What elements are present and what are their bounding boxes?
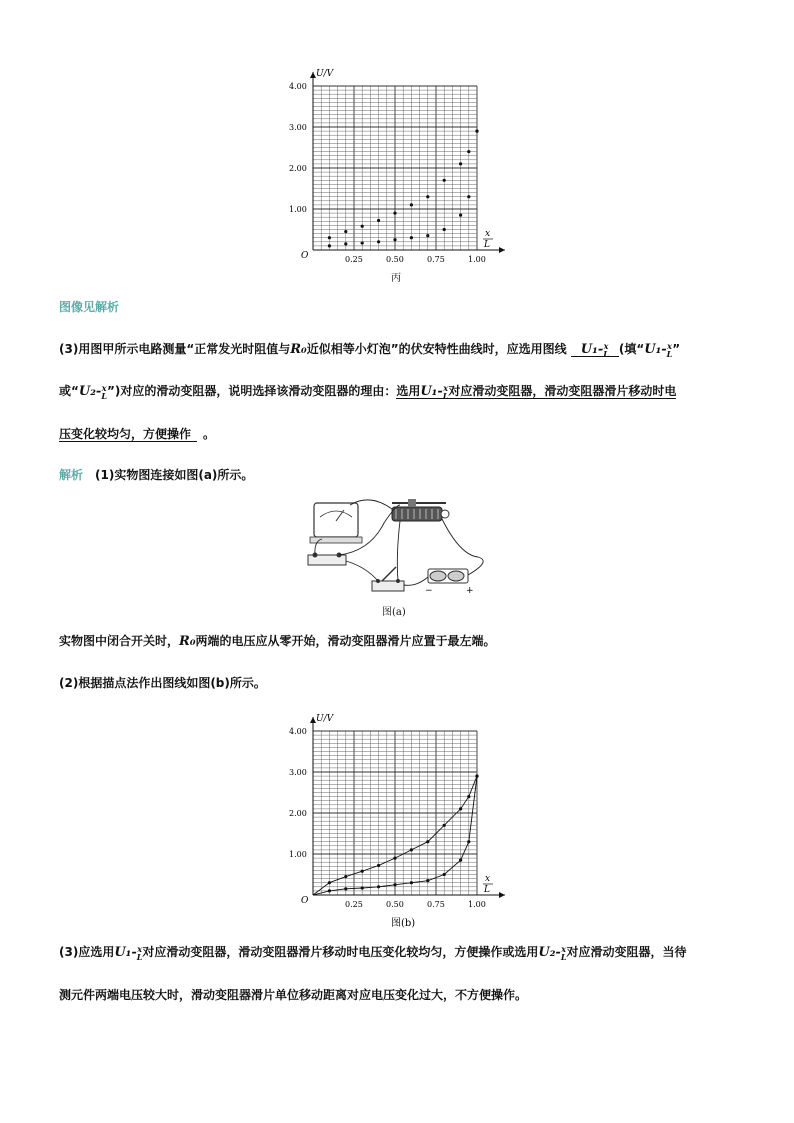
data-point-U2 <box>361 886 364 889</box>
rheostat-icon <box>392 499 449 521</box>
data-point-U2 <box>459 859 462 862</box>
x-axis-arrow <box>499 892 505 898</box>
data-point-U1 <box>344 875 347 878</box>
x-tick-label: 0.75 <box>427 255 445 264</box>
analysis-label: 解析 <box>59 468 84 482</box>
x-tick-label: 0.50 <box>386 900 404 909</box>
data-point-U2 <box>393 883 396 886</box>
frac-den: L <box>136 951 143 962</box>
reason-a: 选用 <box>396 384 421 398</box>
data-point-U1 <box>410 203 413 206</box>
x-axis-label-num: x <box>485 229 491 239</box>
data-point-U1 <box>344 230 347 233</box>
data-point-U2 <box>467 195 470 198</box>
reason-blank <box>396 384 676 399</box>
data-point-U1 <box>328 236 331 239</box>
q3-line1 <box>59 341 680 358</box>
graph-caption: 丙 <box>391 273 401 284</box>
analysis-p4 <box>59 944 686 961</box>
close-quote: ” <box>672 342 681 356</box>
end-mark: 。 <box>203 427 216 441</box>
data-point-U1 <box>393 857 396 860</box>
data-point-U1 <box>410 848 413 851</box>
svg-text:−: − <box>425 586 433 596</box>
analysis-p2 <box>59 633 496 650</box>
analysis-p3: (2)根据描点法作出图线如图(b)所示。 <box>59 676 266 690</box>
data-point-U2 <box>475 130 478 133</box>
q3-line3 <box>59 426 215 442</box>
data-point-U1 <box>426 840 429 843</box>
x-tick-label: 1.00 <box>468 255 486 264</box>
origin-label: O <box>301 896 309 906</box>
data-point-U2 <box>377 240 380 243</box>
data-point-U2 <box>410 881 413 884</box>
x-axis-label-num: x <box>485 874 491 884</box>
frac-den: L <box>442 390 449 401</box>
data-point-U2 <box>328 889 331 892</box>
frac-num: x <box>443 382 448 393</box>
graph-bing <box>280 55 520 290</box>
graph-note: 图像见解析 <box>59 300 120 314</box>
graph-b <box>280 700 520 935</box>
data-point-U1 <box>377 219 380 222</box>
graph-caption: 图(b) <box>391 918 416 929</box>
q3-line2 <box>59 383 676 400</box>
p4-b: 对应滑动变阻器，滑动变阻器滑片移动时电压变化较均匀，方便操作或选用 <box>142 945 539 959</box>
voltmeter-icon <box>314 503 358 537</box>
p2-a: 实物图中闭合开关时， <box>59 634 180 648</box>
or-quote: 或“ <box>59 384 79 398</box>
p4-u2: U₂- <box>538 945 561 960</box>
x-axis-label-den: L <box>484 885 490 895</box>
p2-r0: R₀ <box>179 634 196 649</box>
data-point-U2 <box>377 885 380 888</box>
frac-num: x <box>667 340 672 351</box>
data-point-U2 <box>393 238 396 241</box>
y-tick-label: 4.00 <box>289 82 307 91</box>
data-point-U2 <box>467 840 470 843</box>
frac-num: x <box>101 382 107 393</box>
y-tick-label: 1.00 <box>289 205 307 214</box>
frac-num: x <box>603 340 609 351</box>
x-tick-label: 0.50 <box>386 255 404 264</box>
q3-line2-mid: ”)对应的滑动变阻器，说明选择该滑动变阻器的理由： <box>106 384 397 398</box>
x-tick-label: 0.25 <box>345 255 363 264</box>
y-tick-label: 1.00 <box>289 850 307 859</box>
y-tick-label: 2.00 <box>289 809 307 818</box>
data-point-U1 <box>393 212 396 215</box>
battery-icon <box>425 569 474 596</box>
data-point-U1 <box>459 807 462 810</box>
y-axis-label: U/V <box>316 714 334 724</box>
data-point-U1 <box>467 795 470 798</box>
frac-den: L <box>603 348 609 359</box>
data-point-U1 <box>467 150 470 153</box>
y-tick-label: 4.00 <box>289 727 307 736</box>
data-point-U1 <box>361 225 364 228</box>
origin-label: O <box>301 251 309 261</box>
p4-c: 对应滑动变阻器，当待 <box>566 945 687 959</box>
data-point-U1 <box>426 195 429 198</box>
frac-num: x <box>137 943 142 954</box>
frac-num: x <box>561 943 567 954</box>
svg-text:+: + <box>466 586 474 596</box>
data-point-U1 <box>361 870 364 873</box>
y-axis-label: U/V <box>316 69 334 79</box>
reason-u1: U₁- <box>420 384 443 399</box>
data-point-U2 <box>459 214 462 217</box>
data-point-U2 <box>361 241 364 244</box>
x-tick-label: 1.00 <box>468 900 486 909</box>
q3-mid: 近似相等小灯泡”的伏安特性曲线时，应选用图线 <box>306 342 567 356</box>
data-point-U2 <box>344 242 347 245</box>
frac-den: L <box>101 390 107 401</box>
data-point-U1 <box>443 179 446 182</box>
answer-blank-1 <box>571 342 619 357</box>
y-tick-label: 3.00 <box>289 123 307 132</box>
y-tick-label: 3.00 <box>289 768 307 777</box>
p4-a: (3)应选用 <box>59 945 115 959</box>
data-point-U2 <box>410 236 413 239</box>
data-point-U1 <box>443 824 446 827</box>
data-point-U2 <box>443 228 446 231</box>
data-point-U2 <box>475 775 478 778</box>
data-point-U1 <box>377 864 380 867</box>
analysis-p1 <box>59 467 253 483</box>
data-point-U2 <box>426 879 429 882</box>
opt2-u2: U₂- <box>78 384 102 399</box>
r0-symbol: R₀ <box>290 342 307 357</box>
q3-prefix: (3)用图甲所示电路测量“正常发光时阻值与 <box>59 342 291 356</box>
x-tick-label: 0.75 <box>427 900 445 909</box>
data-point-U1 <box>459 162 462 165</box>
y-tick-label: 2.00 <box>289 164 307 173</box>
x-tick-label: 0.25 <box>345 900 363 909</box>
x-axis-label-den: L <box>484 240 490 250</box>
answer-u1: U₁- <box>580 342 604 357</box>
p4-u1: U₁- <box>114 945 137 960</box>
data-point-U2 <box>328 244 331 247</box>
fill-open: (填“ <box>618 342 645 356</box>
data-point-U2 <box>344 887 347 890</box>
circuit-figure-a <box>300 495 500 600</box>
fig-a-caption: 图(a) <box>382 607 406 618</box>
data-point-U2 <box>443 873 446 876</box>
reason-b: 对应滑动变阻器，滑动变阻器滑片移动时电 <box>448 384 677 398</box>
analysis-p1-text: (1)实物图连接如图(a)所示。 <box>95 468 254 482</box>
data-point-U2 <box>426 234 429 237</box>
data-point-U1 <box>328 881 331 884</box>
reason-c: 压变化较均匀，方便操作 <box>59 427 197 442</box>
frac-den: L <box>666 348 673 359</box>
frac-den: L <box>560 951 567 962</box>
x-axis-arrow <box>499 247 505 253</box>
opt1-u1: U₁- <box>644 342 667 357</box>
p2-b: 两端的电压应从零开始，滑动变阻器滑片应置于最左端。 <box>195 634 496 648</box>
analysis-p5: 测元件两端电压较大时，滑动变阻器滑片单位移动距离对应电压变化过大，不方便操作。 <box>59 988 528 1002</box>
